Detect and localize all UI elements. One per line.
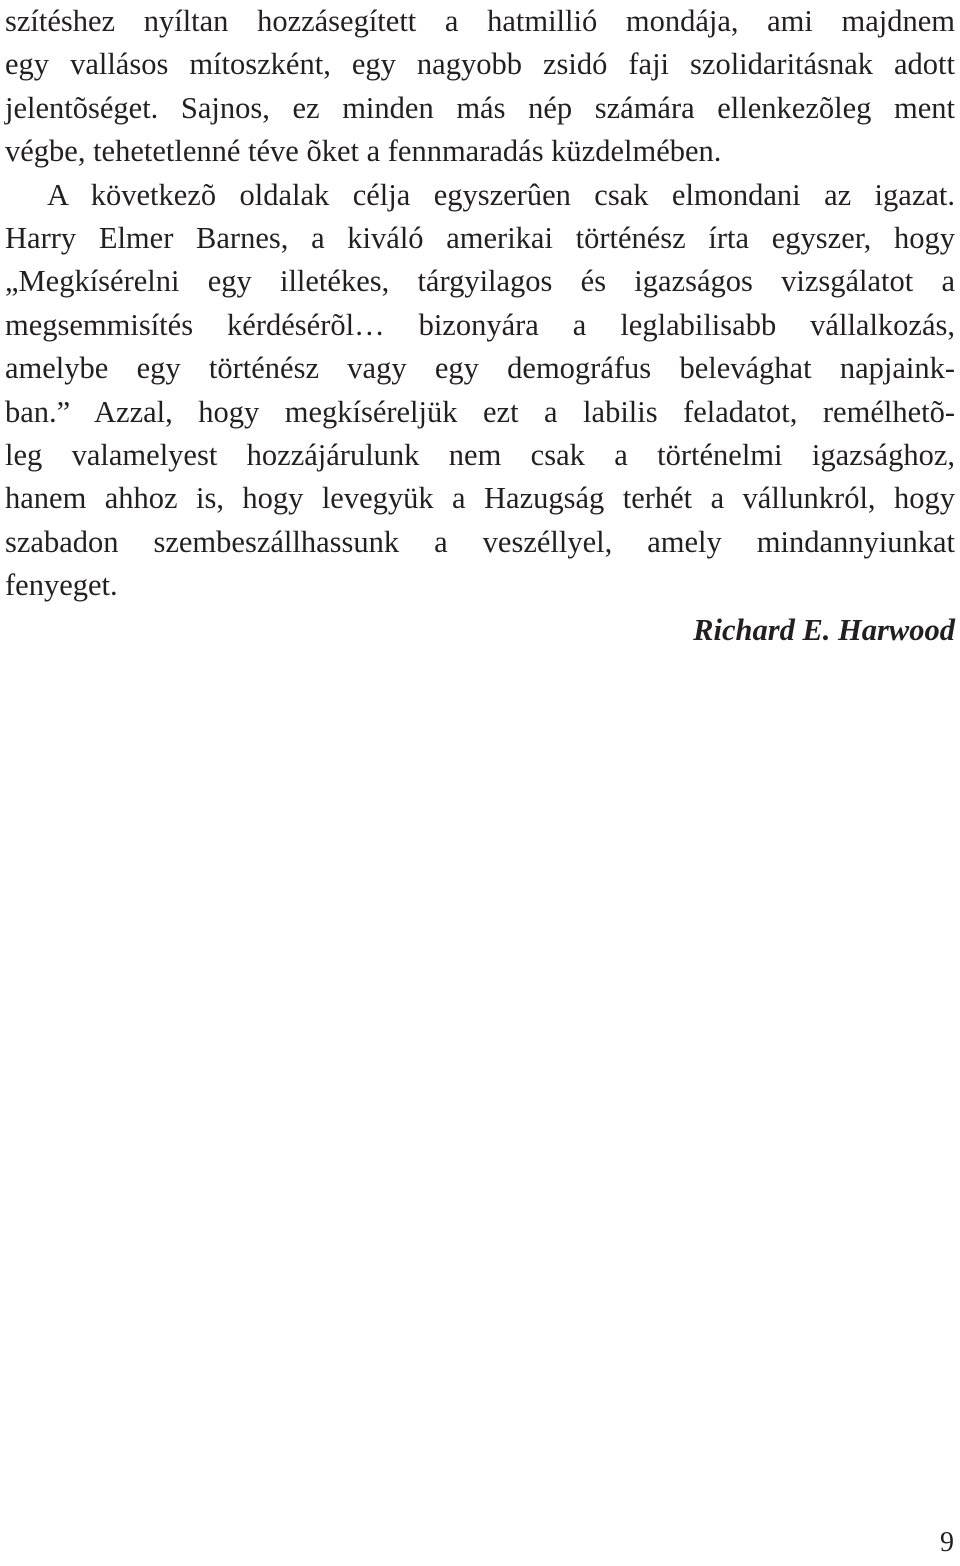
body-text	[5, 0, 955, 653]
text-line: fenyeget.	[5, 568, 118, 603]
author-signature: Richard E. Harwood	[693, 613, 955, 648]
paragraph-1	[5, 0, 955, 174]
text-line: egy vallásos mítoszként, egy nagyobb zsidó faji szolidaritásnak adott	[5, 47, 955, 82]
text-line: amelybe egy történész vagy egy demográfus belevághat napjaink-	[5, 351, 955, 386]
text-line: szabadon szembeszállhassunk a veszéllyel, amely mindannyiunkat	[5, 524, 955, 559]
paragraph-2	[5, 174, 955, 608]
text-line: ban.” Azzal, hogy megkíséreljük ezt a labilis feladatot, remélhetõ-	[5, 394, 955, 429]
text-line: „Megkísérelni egy illetékes, tárgyilagos és igazságos vizsgálatot a	[5, 264, 955, 299]
text-line: A következõ oldalak célja egyszerûen csak elmondani az igazat.	[47, 177, 955, 212]
page-number: 9	[940, 1527, 954, 1558]
text-line: végbe, tehetetlenné téve õket a fennmaradás küzdelmében.	[5, 134, 722, 169]
text-line: hanem ahhoz is, hogy levegyük a Hazugság terhét a vállunkról, hogy	[5, 481, 955, 516]
text-line: Harry Elmer Barnes, a kiváló amerikai történész írta egyszer, hogy	[5, 220, 955, 255]
text-line: megsemmisítés kérdésérõl… bizonyára a leglabilisabb vállalkozás,	[5, 307, 955, 342]
text-line: jelentõséget. Sajnos, ez minden más nép számára ellenkezõleg ment	[5, 90, 955, 125]
text-line: leg valamelyest hozzájárulunk nem csak a történelmi igazsághoz,	[5, 437, 955, 472]
text-line: szítéshez nyíltan hozzásegített a hatmillió mondája, ami majdnem	[5, 4, 955, 38]
